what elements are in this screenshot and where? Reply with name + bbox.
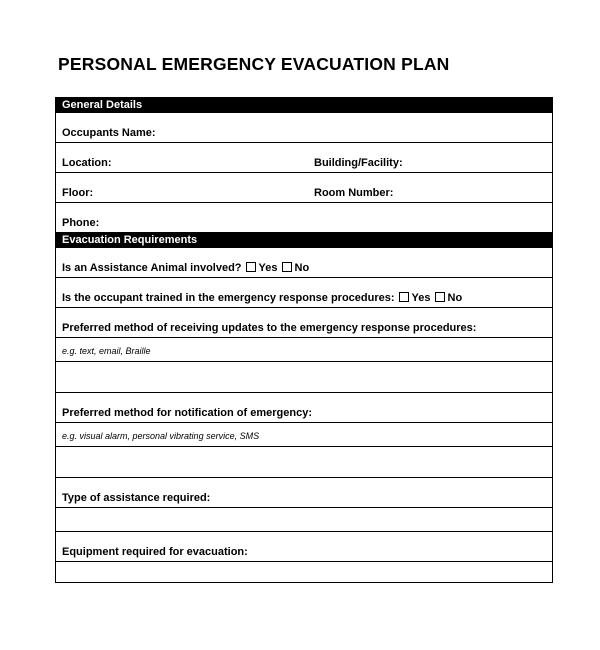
checkbox-group-trained-procedures (395, 292, 463, 304)
answer-cell-preferred-notification[interactable] (56, 447, 553, 478)
question-row-preferred-notification[interactable] (56, 393, 553, 423)
question-cell-equipment-required[interactable] (56, 532, 553, 562)
field-row-location-building[interactable] (56, 143, 553, 173)
label-location: Location: (62, 157, 112, 169)
answer-cell-assistance-type[interactable] (56, 508, 553, 532)
question-cell-preferred-updates[interactable] (56, 308, 553, 338)
label-assistance-type: Type of assistance required: (62, 492, 211, 504)
field-cell-location-building[interactable] (56, 143, 553, 173)
field-cell-occupants-name[interactable] (56, 113, 553, 143)
label-trained-procedures-text: Is the occupant trained in the emergency response procedures: (62, 292, 395, 304)
question-row-assistance-animal[interactable] (56, 248, 553, 278)
question-row-preferred-updates[interactable] (56, 308, 553, 338)
evacuation-plan-form (55, 97, 553, 583)
label-trained-procedures (62, 292, 462, 304)
hint-text-preferred-updates: e.g. text, email, Braille (62, 346, 151, 356)
answer-cell-preferred-updates[interactable] (56, 362, 553, 393)
field-row-floor-room[interactable] (56, 173, 553, 203)
field-cell-floor-room[interactable] (56, 173, 553, 203)
checkbox-trained-procedures-no[interactable] (435, 292, 445, 302)
question-cell-preferred-notification[interactable] (56, 393, 553, 423)
checkbox-trained-procedures-yes[interactable] (399, 292, 409, 302)
question-row-trained-procedures[interactable] (56, 278, 553, 308)
field-cell-phone[interactable] (56, 203, 553, 233)
label-room-number: Room Number: (314, 187, 394, 199)
section-header-general-details-label: General Details (62, 99, 143, 111)
question-cell-trained-procedures[interactable] (56, 278, 553, 308)
label-equipment-required: Equipment required for evacuation: (62, 546, 248, 558)
label-occupants-name: Occupants Name: (62, 127, 156, 139)
hint-cell-preferred-notification[interactable] (56, 423, 553, 447)
field-row-occupants-name[interactable] (56, 113, 553, 143)
checkbox-assistance-animal-yes[interactable] (246, 262, 256, 272)
section-header-general-details (56, 98, 553, 113)
answer-cell-equipment-required[interactable] (56, 562, 553, 583)
section-header-evacuation-requirements-cell (56, 233, 553, 248)
hint-row-preferred-updates[interactable] (56, 338, 553, 362)
checkbox-label-trained-procedures-yes: Yes (411, 292, 431, 304)
question-cell-assistance-type[interactable] (56, 478, 553, 508)
checkbox-label-trained-procedures-no: No (447, 292, 463, 304)
section-header-evacuation-requirements (56, 233, 553, 248)
question-row-equipment-required[interactable] (56, 532, 553, 562)
label-preferred-updates: Preferred method of receiving updates to the emergency response procedures: (62, 322, 477, 334)
checkbox-assistance-animal-no[interactable] (282, 262, 292, 272)
label-preferred-notification: Preferred method for notification of emergency: (62, 407, 312, 419)
question-cell-assistance-animal[interactable] (56, 248, 553, 278)
question-row-assistance-type[interactable] (56, 478, 553, 508)
hint-text-preferred-notification: e.g. visual alarm, personal vibrating service, SMS (62, 431, 260, 441)
checkbox-label-assistance-animal-yes: Yes (258, 262, 278, 274)
answer-row-preferred-notification[interactable] (56, 447, 553, 478)
hint-cell-preferred-updates[interactable] (56, 338, 553, 362)
label-assistance-animal-text: Is an Assistance Animal involved? (62, 262, 242, 274)
label-assistance-animal (62, 262, 309, 274)
field-row-phone[interactable] (56, 203, 553, 233)
section-header-general-details-cell (56, 98, 553, 113)
checkbox-group-assistance-animal (242, 262, 310, 274)
page-title: PERSONAL EMERGENCY EVACUATION PLAN (58, 54, 450, 74)
label-floor: Floor: (62, 187, 94, 199)
label-building-facility: Building/Facility: (314, 157, 403, 169)
answer-row-equipment-required[interactable] (56, 562, 553, 583)
label-phone: Phone: (62, 217, 100, 229)
answer-row-assistance-type[interactable] (56, 508, 553, 532)
answer-row-preferred-updates[interactable] (56, 362, 553, 393)
checkbox-label-assistance-animal-no: No (294, 262, 310, 274)
hint-row-preferred-notification[interactable] (56, 423, 553, 447)
section-header-evacuation-requirements-label: Evacuation Requirements (62, 234, 198, 246)
